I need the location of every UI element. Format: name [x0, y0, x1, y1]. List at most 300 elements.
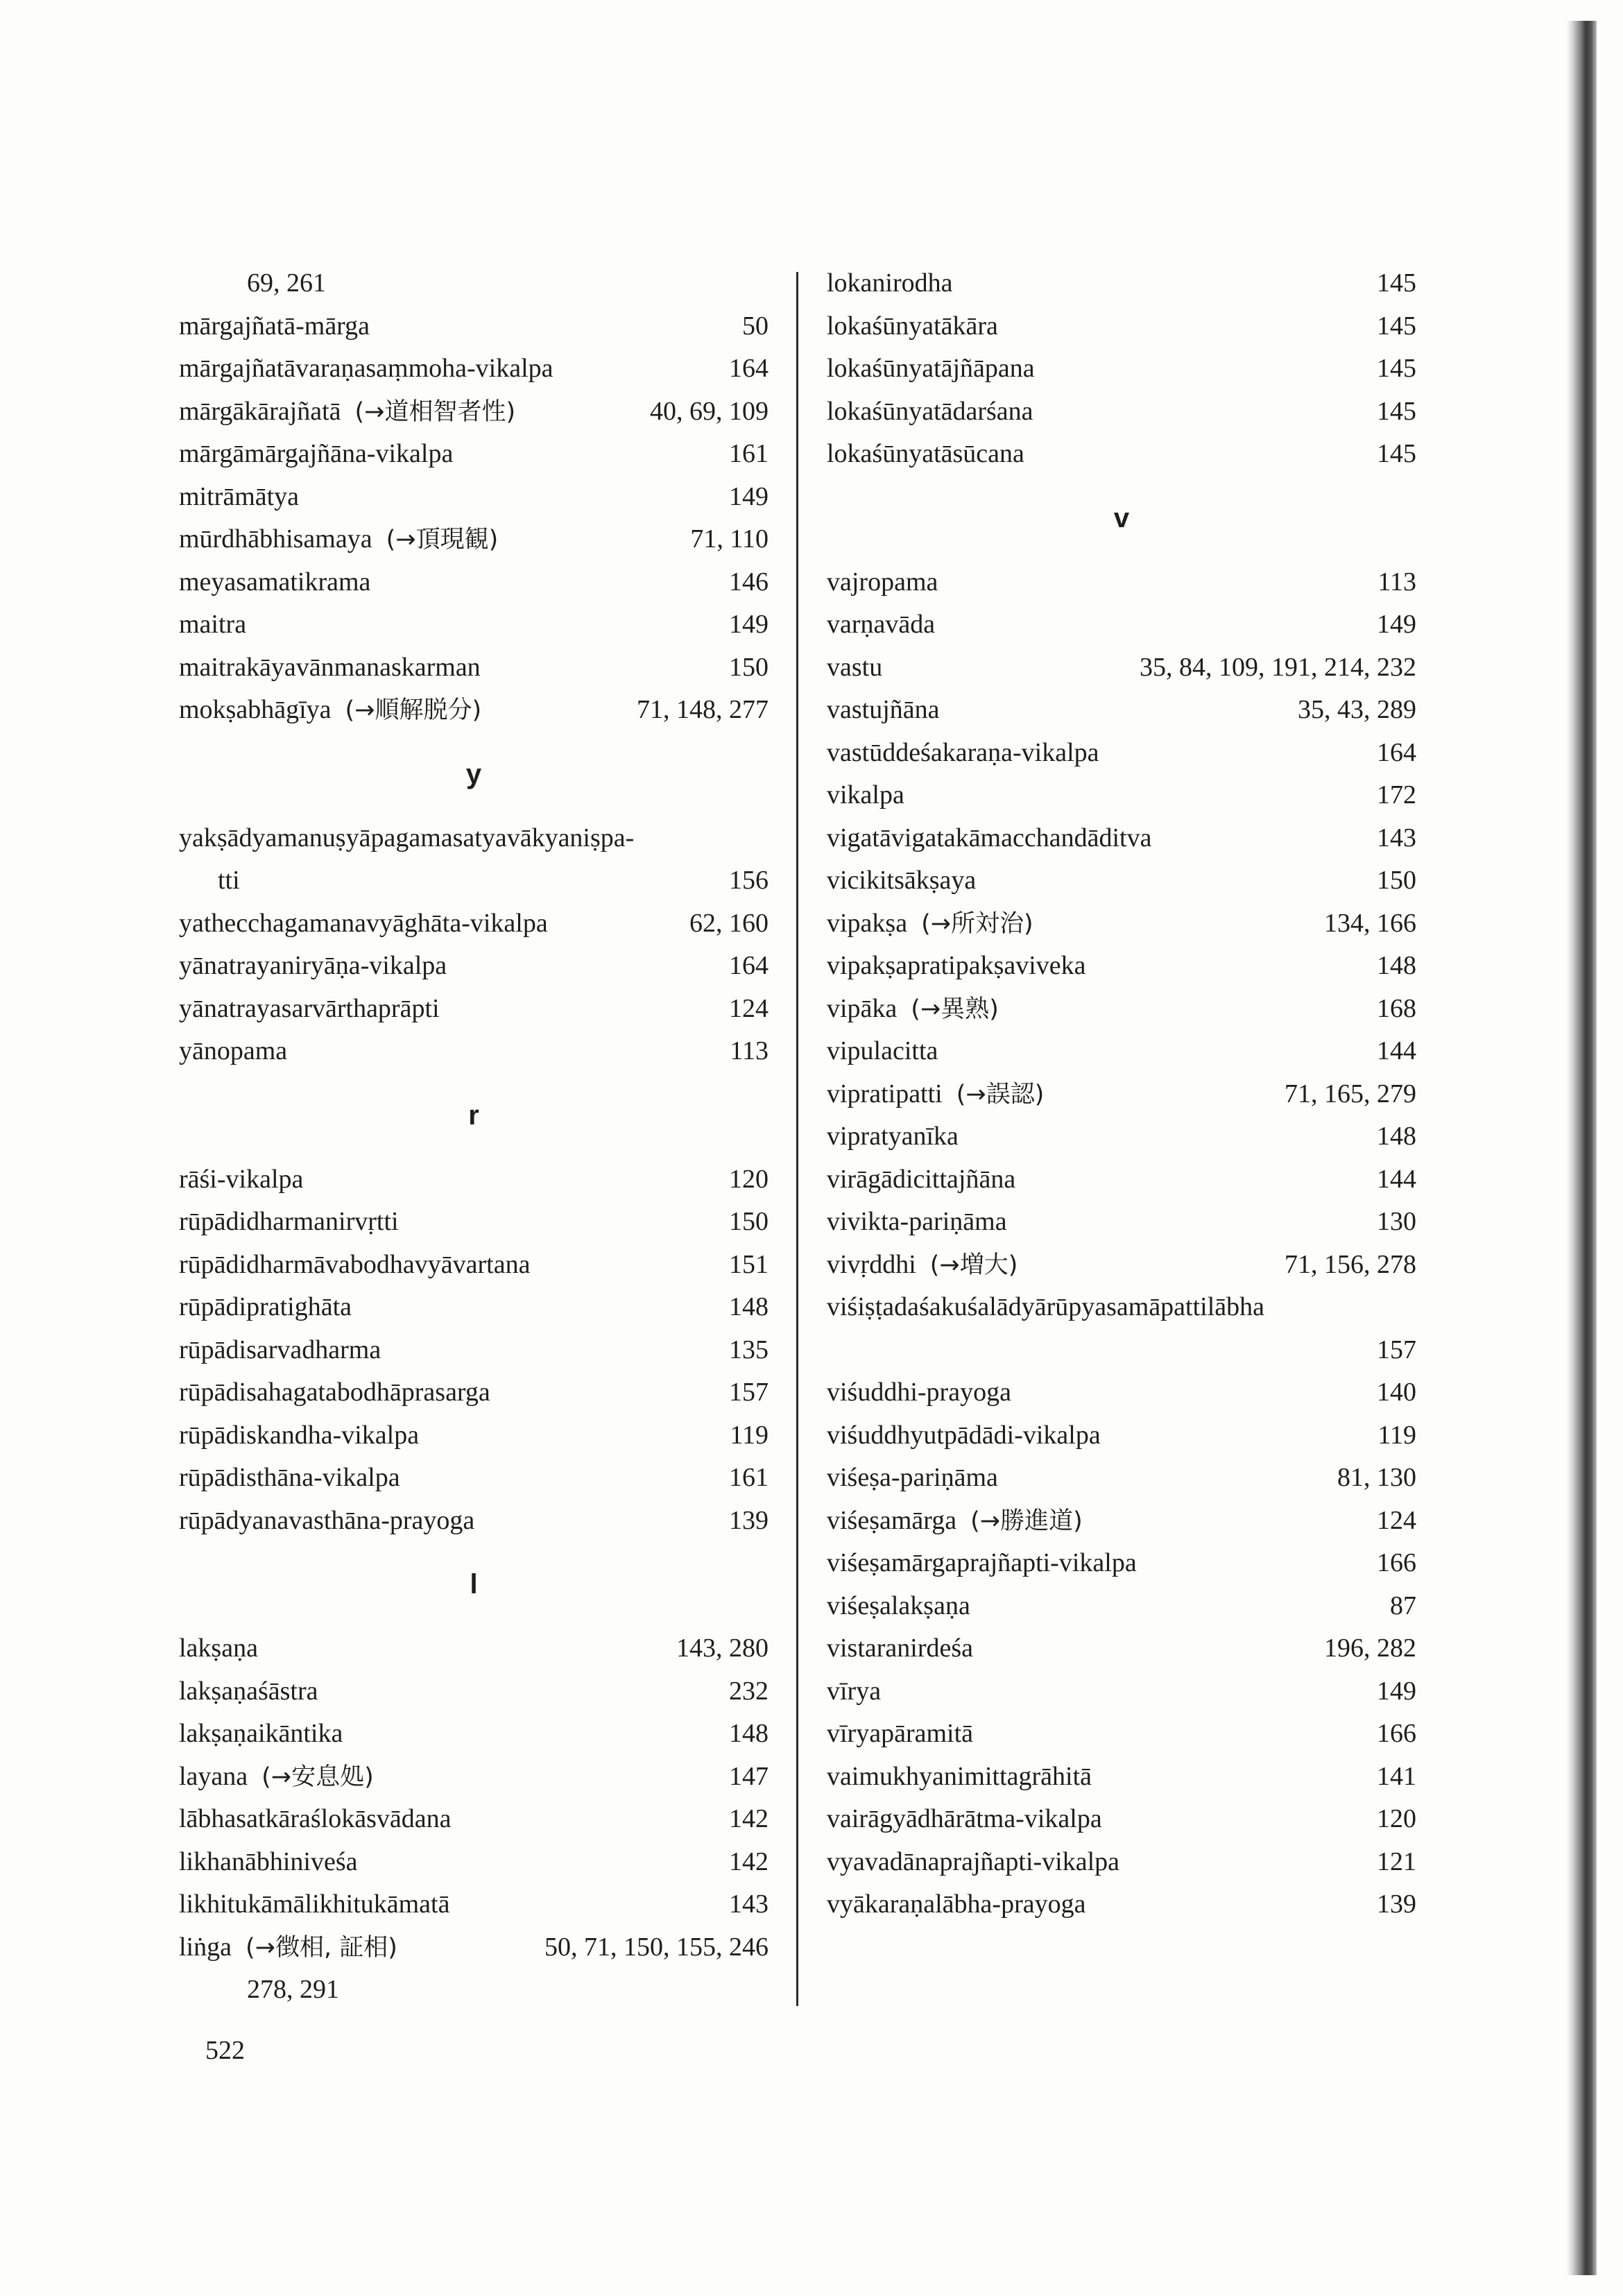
entry-term — [827, 561, 938, 604]
entry-term — [827, 774, 904, 817]
entry-pages: 157 — [729, 1378, 768, 1407]
term-text: vīrya — [827, 1676, 882, 1706]
index-entry — [179, 689, 768, 732]
entry-term — [827, 1030, 938, 1073]
index-entry — [179, 1883, 768, 1926]
index-entry — [179, 945, 768, 988]
entry-term — [218, 859, 240, 902]
entry-gloss: (→異熟) — [911, 995, 999, 1023]
term-text: vipulacitta — [827, 1036, 938, 1065]
index-entry-continuation — [179, 262, 768, 305]
entry-pages: 124 — [729, 993, 768, 1023]
index-entry — [179, 476, 768, 519]
entry-pages: 113 — [730, 1036, 768, 1065]
index-entry — [179, 433, 768, 476]
entry-term — [179, 1627, 258, 1670]
index-entry — [827, 1115, 1416, 1158]
term-text: maitrakāyavānmanaskarman — [179, 652, 481, 682]
term-text: tti — [218, 866, 240, 895]
term-text: mokṣabhāgīya — [179, 695, 332, 724]
entry-pages: 164 — [1377, 737, 1416, 767]
entry-pages: 121 — [1377, 1847, 1416, 1876]
index-entry — [179, 817, 768, 860]
term-text: vicikitsākṣaya — [827, 866, 977, 895]
term-text: vikalpa — [827, 780, 904, 809]
entry-pages: 150 — [729, 652, 768, 682]
index-entry — [827, 1158, 1416, 1201]
term-text: vastūddeśakaraṇa-vikalpa — [827, 737, 1099, 767]
entry-pages: 141 — [1377, 1761, 1416, 1791]
index-entry — [827, 1073, 1416, 1116]
entry-pages: 130 — [1377, 1207, 1416, 1236]
entry-pages: 119 — [1377, 1420, 1416, 1450]
entry-pages: 139 — [1377, 1890, 1416, 1919]
term-text: vipratipatti — [827, 1079, 943, 1108]
entry-term — [827, 945, 1086, 988]
entry-term — [827, 603, 935, 646]
entry-term — [827, 689, 940, 732]
section-letter: v — [1113, 502, 1130, 533]
term-text: viśiṣṭadaśakuśalādyārūpyasamāpattilābha — [827, 1292, 1265, 1321]
index-entry — [179, 1030, 768, 1073]
index-entry — [827, 646, 1416, 689]
entry-gloss: (→頂現観) — [386, 526, 499, 554]
index-entry — [179, 603, 768, 646]
term-text: vastu — [827, 652, 883, 682]
index-entry — [179, 1201, 768, 1244]
entry-term — [827, 262, 953, 305]
entry-term — [179, 1030, 287, 1073]
term-text: rāśi-vikalpa — [179, 1164, 304, 1194]
entry-gloss: (→増大) — [929, 1251, 1018, 1279]
term-text: viśeṣa-pariṇāma — [827, 1463, 998, 1492]
term-text: vaimukhyanimittagrāhitā — [827, 1761, 1092, 1791]
entry-term — [827, 305, 998, 348]
term-text: vipakṣa — [827, 908, 908, 938]
term-text: vipakṣapratipakṣaviveka — [827, 951, 1086, 980]
entry-term — [179, 1244, 530, 1287]
entry-term — [179, 561, 370, 604]
entry-term — [179, 305, 370, 348]
index-entry — [179, 1500, 768, 1543]
index-entry — [179, 1158, 768, 1201]
entry-pages: 50, 71, 150, 155, 246 — [544, 1932, 768, 1962]
entry-term — [827, 1073, 1044, 1117]
index-entry — [179, 1841, 768, 1884]
index-entry — [827, 1457, 1416, 1500]
term-text: maitra — [179, 610, 247, 639]
entry-term — [827, 817, 1151, 860]
term-text: vīryapāramitā — [827, 1719, 974, 1748]
entry-pages: 119 — [730, 1420, 768, 1450]
entry-term — [827, 1115, 959, 1158]
entry-term — [827, 1201, 1007, 1244]
index-entry — [179, 988, 768, 1031]
index-entry — [179, 1670, 768, 1713]
index-entry — [827, 859, 1416, 902]
entry-term — [827, 1627, 973, 1670]
index-entry — [827, 732, 1416, 775]
index-entry — [179, 1371, 768, 1414]
entry-pages: 140 — [1377, 1378, 1416, 1407]
entry-pages: 149 — [1377, 1676, 1416, 1706]
entry-pages: 166 — [1377, 1719, 1416, 1748]
entry-pages: 232 — [729, 1676, 768, 1706]
index-entry — [827, 1201, 1416, 1244]
term-text: meyasamatikrama — [179, 567, 371, 597]
term-text: lokaśūnyatākāra — [827, 311, 998, 341]
entry-pages: 143 — [1377, 823, 1416, 853]
term-text: 69, 261 — [247, 268, 326, 298]
term-text: rūpādiskandha-vikalpa — [179, 1420, 420, 1450]
entry-pages: 144 — [1377, 1036, 1416, 1065]
index-entry — [827, 603, 1416, 646]
entry-pages: 157 — [1377, 1335, 1416, 1364]
term-text: varṇavāda — [827, 610, 936, 639]
index-entry — [179, 1627, 768, 1670]
index-entry — [827, 945, 1416, 988]
term-text: mārgākārajñatā — [179, 396, 341, 426]
entry-pages: 143, 280 — [676, 1634, 768, 1663]
term-text: rūpādisarvadharma — [179, 1335, 381, 1364]
entry-pages: 62, 160 — [689, 908, 768, 938]
entry-term — [179, 262, 326, 305]
term-text: layana — [179, 1761, 248, 1791]
entry-pages: 135 — [729, 1335, 768, 1364]
entry-pages: 172 — [1377, 780, 1416, 809]
term-text: vipratyanīka — [827, 1122, 959, 1151]
term-text: rūpādidharmāvabodhavyāvartana — [179, 1249, 531, 1279]
term-text: vigatāvigatakāmacchandāditva — [827, 823, 1152, 853]
entry-term — [827, 1286, 1264, 1329]
term-text: mārgajñatāvaraṇasaṃmoha-vikalpa — [179, 354, 553, 383]
index-entry — [179, 1798, 768, 1841]
term-text: lokaśūnyatādarśana — [827, 396, 1033, 426]
entry-pages: 139 — [729, 1505, 768, 1535]
entry-term — [179, 518, 498, 562]
entry-term — [179, 1841, 357, 1884]
entry-term — [827, 1244, 1017, 1287]
index-entry — [179, 646, 768, 689]
entry-term — [827, 1798, 1102, 1841]
entry-gloss: (→徴相, 証相) — [245, 1933, 397, 1962]
entry-pages: 40, 69, 109 — [650, 396, 768, 426]
term-text: rūpādyanavasthāna-prayoga — [179, 1505, 475, 1535]
entry-pages: 81, 130 — [1337, 1463, 1416, 1492]
entry-pages: 164 — [729, 354, 768, 383]
index-entry — [179, 1414, 768, 1457]
entry-term — [179, 817, 634, 860]
term-text: likhanābhiniveśa — [179, 1847, 358, 1876]
entry-pages: 71, 110 — [690, 524, 768, 554]
entry-term — [179, 1414, 419, 1457]
entry-term — [179, 1158, 303, 1201]
section-letter: y — [465, 758, 482, 789]
index-entry — [827, 1414, 1416, 1457]
entry-pages: 168 — [1377, 993, 1416, 1023]
index-entry — [827, 1670, 1416, 1713]
index-entry — [179, 1713, 768, 1756]
index-entry — [827, 1883, 1416, 1926]
index-entry — [827, 689, 1416, 732]
index-entry — [827, 433, 1416, 476]
entry-term — [827, 1414, 1101, 1457]
index-entry — [827, 262, 1416, 305]
index-entry — [179, 348, 768, 391]
entry-pages: 71, 148, 277 — [637, 695, 768, 724]
index-entry — [827, 391, 1416, 434]
term-text: rūpādisthāna-vikalpa — [179, 1463, 400, 1492]
term-text: vyavadānaprajñapti-vikalpa — [827, 1847, 1120, 1876]
entry-gloss: (→順解脱分) — [345, 696, 482, 724]
entry-pages: 145 — [1377, 439, 1416, 468]
entry-term — [827, 1756, 1092, 1799]
entry-term — [827, 1371, 1011, 1414]
entry-pages: 150 — [1377, 866, 1416, 895]
term-text: yakṣādyamanuṣyāpagamasatyavākyaniṣpa- — [179, 823, 635, 853]
term-text: viśeṣamārga — [827, 1505, 957, 1535]
entry-term — [179, 1670, 318, 1713]
entry-pages: 196, 282 — [1324, 1634, 1416, 1663]
term-text: rūpādipratighāta — [179, 1292, 352, 1321]
entry-pages: 145 — [1377, 354, 1416, 383]
entry-pages: 164 — [729, 951, 768, 980]
entry-pages: 150 — [729, 1207, 768, 1236]
term-text: lokanirodha — [827, 268, 953, 298]
term-text: virāgādicittajñāna — [827, 1164, 1016, 1194]
entry-pages: 148 — [1377, 951, 1416, 980]
entry-term — [827, 1713, 973, 1756]
index-entry — [179, 902, 768, 945]
term-text: lābhasatkāraślokāsvādana — [179, 1804, 452, 1833]
term-text: rūpādisahagatabodhāprasarga — [179, 1378, 490, 1407]
term-text: viśuddhyutpādādi-vikalpa — [827, 1420, 1101, 1450]
entry-term — [179, 1457, 400, 1500]
entry-term — [827, 1670, 881, 1713]
entry-term — [179, 988, 440, 1031]
entry-pages: 120 — [1377, 1804, 1416, 1833]
entry-pages: 149 — [1377, 610, 1416, 639]
entry-pages: 134, 166 — [1324, 908, 1416, 938]
index-entry — [827, 561, 1416, 604]
term-text: lokaśūnyatāsūcana — [827, 439, 1024, 468]
entry-gloss: (→安息処) — [261, 1763, 374, 1791]
entry-term — [827, 348, 1035, 391]
entry-term — [179, 1756, 374, 1799]
term-text: vipāka — [827, 993, 898, 1023]
term-text: vivṛddhi — [827, 1249, 916, 1279]
term-text: mārgajñatā-mārga — [179, 311, 370, 341]
entry-term — [179, 1201, 399, 1244]
term-text: viśeṣalakṣaṇa — [827, 1591, 970, 1620]
entry-pages: 151 — [729, 1249, 768, 1279]
entry-pages: 144 — [1377, 1164, 1416, 1194]
entry-term — [179, 1798, 452, 1841]
term-text: viśuddhi-prayoga — [827, 1378, 1011, 1407]
index-entry — [179, 1244, 768, 1287]
entry-pages: 148 — [729, 1719, 768, 1748]
entry-term — [179, 1371, 490, 1414]
entry-gloss: (→所対治) — [921, 909, 1033, 938]
entry-term — [827, 433, 1024, 476]
index-entry — [179, 1457, 768, 1500]
index-entry — [827, 1500, 1416, 1543]
entry-pages: 148 — [1377, 1122, 1416, 1151]
entry-pages: 35, 43, 289 — [1298, 695, 1416, 724]
entry-pages: 145 — [1377, 311, 1416, 341]
entry-pages: 50 — [742, 311, 768, 341]
index-entry — [827, 1713, 1416, 1756]
term-text: vyākaraṇalābha-prayoga — [827, 1890, 1086, 1919]
column-divider — [796, 272, 798, 2006]
entry-pages: 161 — [729, 439, 768, 468]
term-text: lakṣaṇaikāntika — [179, 1719, 343, 1748]
index-entry — [179, 1756, 768, 1799]
term-text: vairāgyādhārātma-vikalpa — [827, 1804, 1102, 1833]
index-entry — [179, 518, 768, 561]
index-column-left — [179, 262, 768, 2012]
entry-gloss: (→誤認) — [956, 1080, 1045, 1108]
index-entry — [179, 1329, 768, 1372]
term-text: liṅga — [179, 1932, 232, 1962]
index-entry — [827, 1841, 1416, 1884]
entry-pages: 156 — [729, 866, 768, 895]
entry-term — [827, 391, 1033, 434]
entry-term — [179, 902, 548, 945]
index-entry — [827, 348, 1416, 391]
entry-term — [179, 348, 553, 391]
entry-term — [827, 1500, 1083, 1543]
index-entry — [827, 1627, 1416, 1670]
entry-pages: 145 — [1377, 396, 1416, 426]
entry-gloss: (→道相智者性) — [354, 397, 516, 426]
entry-term — [827, 1883, 1085, 1926]
term-text: yānatrayasarvārthaprāpti — [179, 993, 440, 1023]
index-column-right — [827, 262, 1416, 1926]
term-text: mūrdhābhisamaya — [179, 524, 372, 554]
index-entry — [827, 902, 1416, 945]
entry-pages: 113 — [1377, 567, 1416, 597]
entry-term — [179, 1713, 343, 1756]
entry-pages: 149 — [729, 610, 768, 639]
term-text: vistaranirdeśa — [827, 1634, 974, 1663]
term-text: yānopama — [179, 1036, 288, 1065]
entry-pages: 142 — [729, 1847, 768, 1876]
entry-term — [179, 1329, 381, 1372]
entry-term — [179, 689, 481, 733]
entry-pages: 71, 156, 278 — [1285, 1249, 1416, 1279]
entry-pages: 145 — [1377, 268, 1416, 298]
entry-pages: 148 — [729, 1292, 768, 1321]
section-letter: l — [470, 1569, 478, 1600]
term-text: likhitukāmālikhitukāmatā — [179, 1890, 450, 1919]
term-text: lokaśūnyatājñāpana — [827, 354, 1035, 383]
entry-pages: 149 — [729, 481, 768, 511]
term-text: vajropama — [827, 567, 938, 597]
entry-term — [179, 603, 246, 646]
index-entry — [827, 1542, 1416, 1585]
term-text: mārgāmārgajñāna-vikalpa — [179, 439, 454, 468]
entry-pages: 147 — [729, 1761, 768, 1791]
term-text: vastujñāna — [827, 695, 940, 724]
index-entry — [827, 1371, 1416, 1414]
term-text: yathecchagamanavyāghāta-vikalpa — [179, 908, 548, 938]
index-entry-continuation — [179, 1969, 768, 2012]
index-entry — [179, 1286, 768, 1329]
index-entry — [827, 817, 1416, 860]
term-text: lakṣaṇa — [179, 1634, 258, 1663]
entry-term — [827, 988, 999, 1031]
entry-term — [827, 859, 976, 902]
entry-term — [827, 1542, 1137, 1585]
term-text: viśeṣamārgaprajñapti-vikalpa — [827, 1548, 1137, 1577]
index-entry — [827, 1756, 1416, 1799]
entry-term — [179, 1500, 474, 1543]
index-entry — [827, 774, 1416, 817]
index-entry — [179, 561, 768, 604]
index-entry — [827, 1798, 1416, 1841]
term-text: rūpādidharmanirvṛtti — [179, 1207, 399, 1236]
index-entry — [827, 305, 1416, 348]
index-entry — [827, 1329, 1416, 1372]
index-entry — [179, 1926, 768, 1969]
entry-term — [827, 1841, 1119, 1884]
section-letter: r — [468, 1099, 479, 1131]
term-text: 278, 291 — [247, 1975, 339, 2004]
entry-term — [827, 646, 882, 689]
index-entry — [827, 988, 1416, 1031]
index-entry — [179, 305, 768, 348]
entry-pages: 71, 165, 279 — [1285, 1079, 1416, 1108]
index-entry — [827, 1585, 1416, 1628]
entry-term — [827, 902, 1033, 946]
term-text: mitrāmātya — [179, 481, 300, 511]
index-entry — [179, 391, 768, 434]
page-number: 522 — [205, 2036, 245, 2065]
index-entry — [827, 1244, 1416, 1287]
entry-term — [827, 1585, 970, 1628]
term-text: vivikta-pariṇāma — [827, 1207, 1007, 1236]
entry-pages: 142 — [729, 1804, 768, 1833]
entry-term — [179, 391, 515, 434]
entry-term — [179, 1883, 449, 1926]
entry-pages: 35, 84, 109, 191, 214, 232 — [1140, 652, 1416, 682]
index-entry — [179, 859, 768, 902]
entry-pages: 146 — [729, 567, 768, 597]
entry-term — [827, 1158, 1015, 1201]
entry-pages: 161 — [729, 1463, 768, 1492]
entry-pages: 124 — [1377, 1505, 1416, 1535]
entry-term — [827, 732, 1099, 775]
index-entry — [827, 1030, 1416, 1073]
term-text: yānatrayaniryāṇa-vikalpa — [179, 951, 447, 980]
entry-term — [179, 945, 447, 988]
term-text: lakṣaṇaśāstra — [179, 1676, 318, 1706]
entry-term — [179, 1969, 339, 2012]
entry-pages: 87 — [1390, 1591, 1416, 1620]
entry-term — [179, 1926, 397, 1970]
entry-term — [179, 476, 299, 519]
entry-term — [179, 1286, 352, 1329]
entry-pages: 120 — [729, 1164, 768, 1194]
entry-term — [179, 433, 453, 476]
entry-term — [827, 1457, 998, 1500]
index-entry — [827, 1286, 1416, 1329]
entry-term — [179, 646, 481, 689]
entry-pages: 143 — [729, 1890, 768, 1919]
entry-gloss: (→勝進道) — [970, 1507, 1083, 1535]
entry-pages: 166 — [1377, 1548, 1416, 1577]
